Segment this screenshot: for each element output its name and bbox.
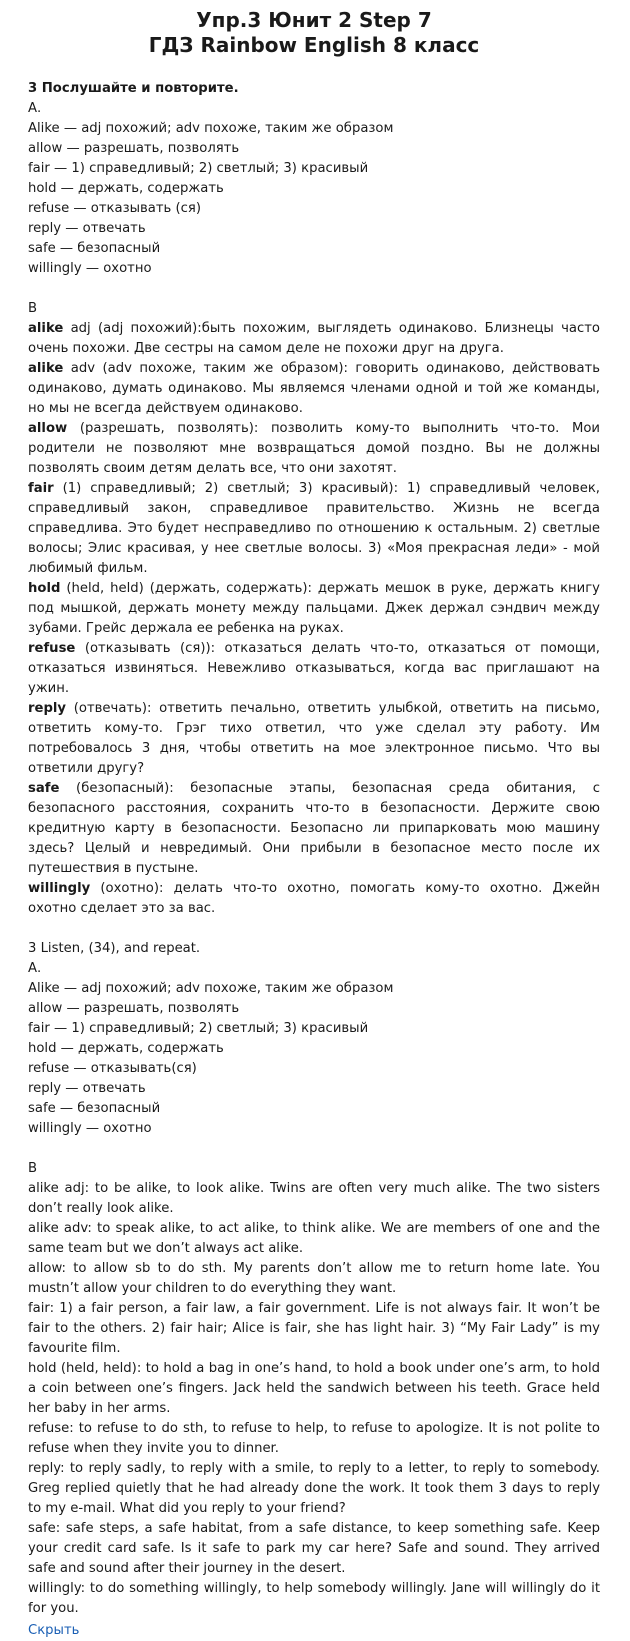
ru-entry-term: alike — [28, 361, 64, 376]
ru-entry-text: (охотно): делать что-то охотно, помогать кому-то охотно. Джейн охотно сделает это за вас. — [28, 881, 600, 916]
ru-entry — [28, 419, 600, 479]
en-entry: fair: 1) a fair person, a fair law, a fair government. Life is not always fair. It won’t be fair to the others. 2) fair hair; Alice is fair, she has light hair. 3) “My Fair Lady” is my favourite film. — [28, 1301, 600, 1356]
en-entry: alike adv: to speak alike, to act alike, to think alike. We are members of one and the same team but we don’t always act alike. — [28, 1221, 600, 1256]
ru-entry-term: refuse — [28, 641, 76, 656]
ru-entry-text: adv (adv похоже, таким же образом): говорить одинаково, действовать одинаково, думать одинаково. Мы являемся членами одной и той же команды, но мы не всегда действуем одинаково. — [28, 361, 600, 416]
ru-entry-term: alike — [28, 321, 64, 336]
en-entry: safe: safe steps, a safe habitat, from a safe distance, to keep something safe. Keep your credit card safe. Is it safe to park my car here? Safe and sound. They arrived safe and sound after their journey in the desert. — [28, 1521, 600, 1576]
spacer — [28, 279, 600, 299]
en-entry: reply: to reply sadly, to reply with a smile, to reply to a letter, to reply to somebody. Greg replied quietly that he had already done the work. It took them 3 days to reply to my e-mail. What did you reply to your friend? — [28, 1461, 600, 1516]
ru-entry-term: allow — [28, 421, 68, 436]
en-entry: alike adj: to be alike, to look alike. Twins are often very much alike. The two sisters don’t really look alike. — [28, 1181, 600, 1216]
ru-entry — [28, 579, 600, 639]
en-entry: willingly: to do something willingly, to help somebody willingly. Jane will willingly do it for you. — [28, 1581, 600, 1616]
en-heading: 3 Listen, (34), and repeat. — [28, 941, 201, 956]
en-vocab-item: willingly — охотно — [28, 1121, 152, 1136]
en-vocab-item: fair — 1) справедливый; 2) светлый; 3) красивый — [28, 1021, 369, 1036]
ru-vocab-item: hold — держать, содержать — [28, 181, 224, 196]
ru-entry-text: (отказывать (ся)): отказаться делать что-то, отказаться от помощи, отказаться извиняться. Невежливо отказываться, когда вас приглашают на ужин. — [28, 641, 600, 696]
ru-entry — [28, 699, 600, 779]
hide-link[interactable]: Скрыть — [28, 1623, 80, 1638]
ru-entry-text: (отвечать): ответить печально, ответить улыбкой, ответить на письмо, ответить кому-то. Грэг тихо ответил, что уже сделал эту работу. Им потребовалось 3 дня, чтобы ответить на мое электронное письмо. Что вы ответили другу? — [28, 701, 600, 776]
en-vocab-item: refuse — отказывать(ся) — [28, 1061, 197, 1076]
en-vocab-item: Alike — adj похожий; adv похоже, таким же образом — [28, 981, 394, 996]
ru-part-a-label: А. — [28, 101, 42, 116]
ru-entry-text: adj (adj похожий):быть похожим, выглядеть одинаково. Близнецы часто очень похожи. Две сестры на самом деле не похожи друг на друга. — [28, 321, 600, 356]
ru-vocab-item: Alike — adj похожий; adv похоже, таким же образом — [28, 121, 394, 136]
ru-vocab-item: refuse — отказывать (ся) — [28, 201, 201, 216]
page-title — [28, 8, 600, 58]
ru-entry — [28, 479, 600, 579]
ru-entry-text: (безопасный): безопасные этапы, безопасная среда обитания, с безопасного расстояния, сохранить что-то в безопасности. Держите свою кредитную карту в безопасности. Безопасно ли припарковать мою машину здесь? Целый и невредимый. Они прибыли в безопасное место после их путешествия в пустыне. — [28, 781, 600, 876]
ru-entry-term: willingly — [28, 881, 91, 896]
ru-entry — [28, 319, 600, 359]
ru-entry-term: fair — [28, 481, 54, 496]
title-line-1: Упр.3 Юнит 2 Step 7 — [196, 8, 432, 32]
en-vocab-item: reply — отвечать — [28, 1081, 146, 1096]
ru-heading: 3 Послушайте и повторите. — [28, 81, 239, 96]
ru-entry — [28, 879, 600, 919]
ru-vocab-item: fair — 1) справедливый; 2) светлый; 3) красивый — [28, 161, 369, 176]
ru-vocab-item: reply — отвечать — [28, 221, 146, 236]
ru-vocab-item: allow — разрешать, позволять — [28, 141, 240, 156]
en-part-b-label: В — [28, 1161, 38, 1176]
ru-entry-term: hold — [28, 581, 61, 596]
ru-entry — [28, 359, 600, 419]
en-entry: refuse: to refuse to do sth, to refuse to help, to refuse to apologize. It is not polite to refuse when they invite you to dinner. — [28, 1421, 600, 1456]
ru-part-b-label: В — [28, 301, 38, 316]
ru-entry — [28, 779, 600, 879]
en-vocab-item: allow — разрешать, позволять — [28, 1001, 240, 1016]
english-section — [28, 939, 600, 1619]
ru-entry — [28, 639, 600, 699]
en-part-a-label: А. — [28, 961, 42, 976]
en-entry: allow: to allow sb to do sth. My parents don’t allow me to return home late. You mustn’t allow your children to do everything they want. — [28, 1261, 600, 1296]
ru-vocab-item: willingly — охотно — [28, 261, 152, 276]
ru-entry-term: reply — [28, 701, 67, 716]
ru-entry-text: (разрешать, позволять): позволить кому-то выполнить что-то. Мои родители не позволяют мне возвращаться домой поздно. Вы не должны позволять своим детям делать все, что они захотят. — [28, 421, 600, 476]
ru-entry-term: safe — [28, 781, 60, 796]
ru-entry-text: (held, held) (держать, содержать): держать мешок в руке, держать книгу под мышкой, держать монету между пальцами. Джек держал сэндвич между зубами. Грейс держала ее ребенка на руках. — [28, 581, 600, 636]
en-vocab-item: hold — держать, содержать — [28, 1041, 224, 1056]
en-entry: hold (held, held): to hold a bag in one’s hand, to hold a book under one’s arm, to hold a coin between one’s fingers. Jack held the sandwich between his teeth. Grace held her baby in her arms. — [28, 1361, 600, 1416]
en-vocab-item: safe — безопасный — [28, 1101, 161, 1116]
spacer — [28, 1139, 600, 1159]
spacer — [28, 919, 600, 939]
ru-vocab-item: safe — безопасный — [28, 241, 161, 256]
ru-entry-text: (1) справедливый; 2) светлый; 3) красивый): 1) справедливый человек, справедливый закон, справедливое правительство. Жизнь не всегда справедлива. Это будет несправедливо по отношению к остальным. 2) светлые волосы; Элис красивая, у нее светлые волосы. 3) «Моя прекрасная леди» - мой любимый фильм. — [28, 481, 600, 576]
title-line-2: ГДЗ Rainbow English 8 класс — [148, 33, 480, 57]
russian-section — [28, 79, 600, 919]
